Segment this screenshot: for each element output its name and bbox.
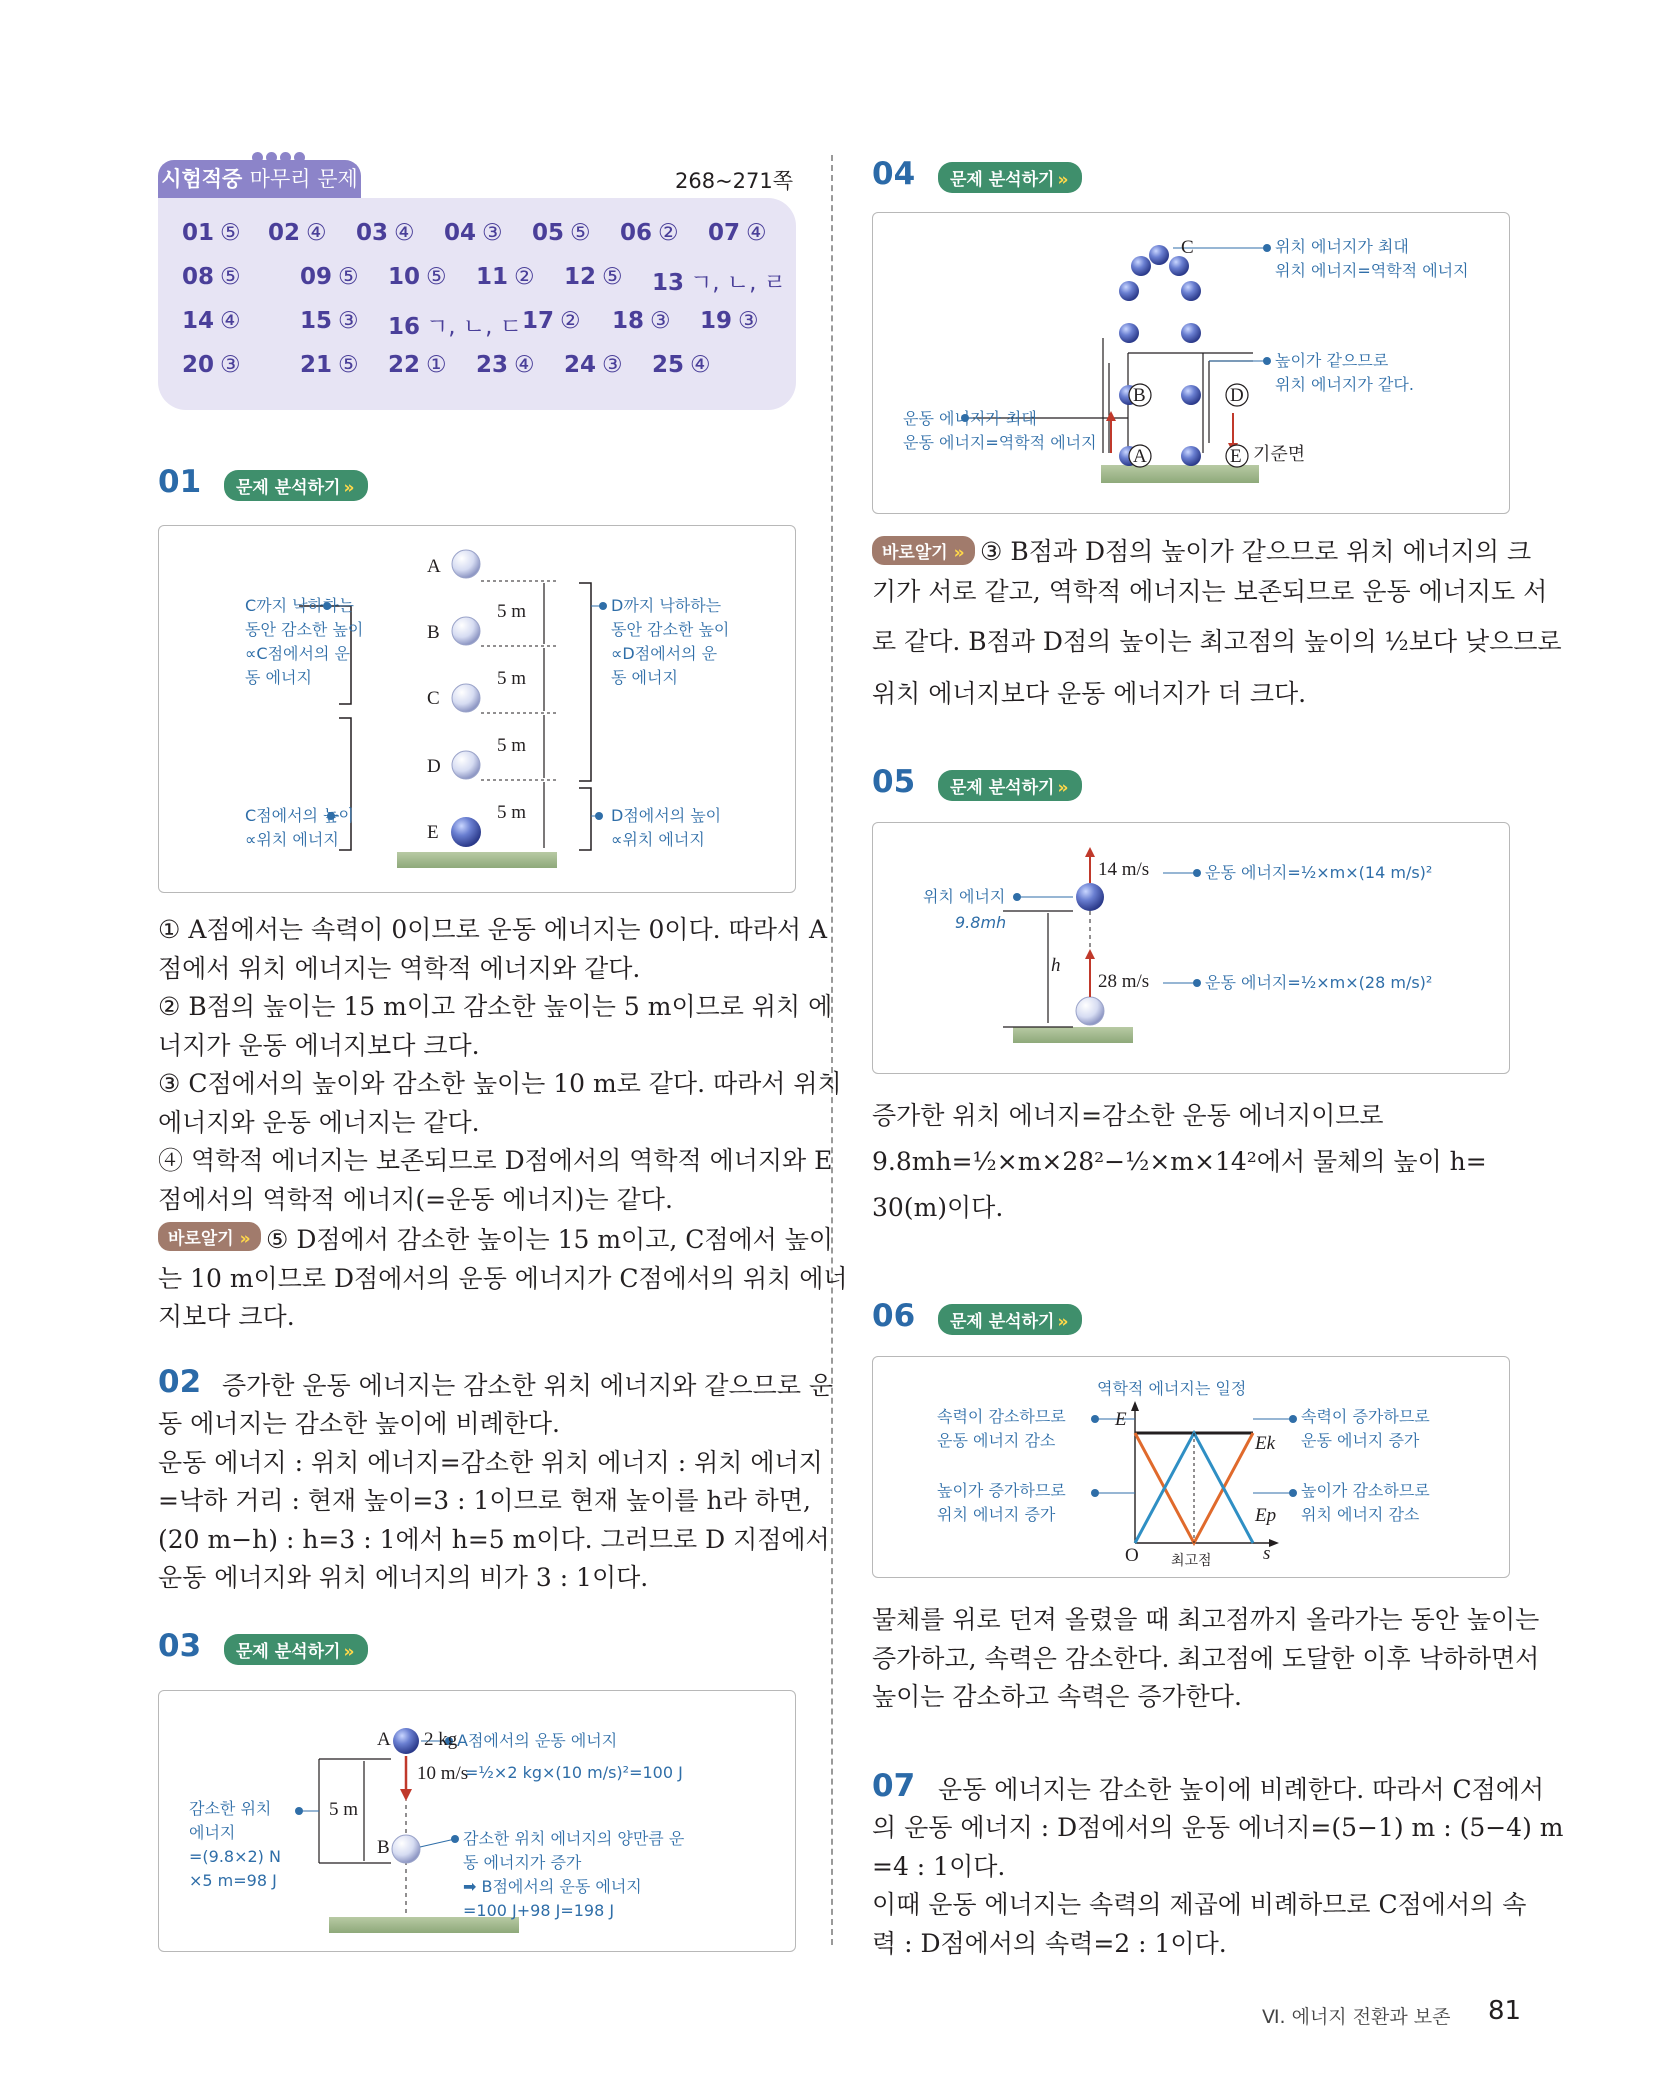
bd-note: 높이가 같으므로 위치 에너지가 같다.	[1275, 351, 1414, 394]
answer-item	[182, 352, 241, 378]
answer-number: 05	[532, 220, 565, 246]
answer-item	[182, 220, 241, 246]
answer-value: ㄱ, ㄴ, ㄹ	[690, 270, 786, 296]
answer-number: 12	[564, 264, 597, 290]
height-label: h	[1051, 955, 1061, 976]
section-tag	[158, 160, 361, 198]
section-06-line: 높이는 감소하고 속력은 증가한다.	[872, 1682, 1242, 1711]
answer-item	[708, 220, 767, 246]
section-05-line: 9.8mh=½×m×28²−½×m×14²에서 물체의 높이 h=	[872, 1147, 1487, 1176]
figure-01	[158, 525, 796, 893]
ke-bottom-label: 운동 에너지=½×m×(28 m/s)²	[1205, 973, 1433, 992]
section-07-line: 력 : D점에서의 속력=2 : 1이다.	[872, 1928, 1227, 1958]
section-04-baro-line: 로 같다. B점과 D점의 높이는 최고점의 높이의 ½보다 낮으므로	[872, 627, 1562, 656]
answer-item	[700, 308, 759, 334]
ground	[1013, 1027, 1133, 1043]
answer-item	[182, 264, 241, 290]
answer-number: 06	[620, 220, 653, 246]
section-01-line: ② B점의 높이는 15 m이고 감소한 높이는 5 m이므로 위치 에	[158, 992, 833, 1021]
peak-label: 최고점	[1171, 1553, 1212, 1569]
ball-e	[451, 817, 481, 847]
answer-item	[522, 308, 581, 334]
section-number-03: 03	[158, 1628, 202, 1664]
origin-label: O	[1125, 1545, 1139, 1566]
ball-a	[393, 1728, 419, 1754]
label-left-top: C까지 낙하하는 동안 감소한 높이 ∝C점에서의 운 동 에너지	[245, 596, 364, 687]
section-number-01: 01	[158, 464, 202, 500]
answer-item	[476, 264, 535, 290]
right-note-2: 높이가 감소하므로 위치 에너지 감소	[1301, 1481, 1430, 1524]
figure-04	[872, 212, 1510, 514]
point-b-label: B	[427, 622, 440, 643]
answer-item	[388, 308, 522, 341]
answer-item	[620, 220, 679, 246]
section-01-baro-line: ⑤ D점에서 감소한 높이는 15 m이고, C점에서 높이	[266, 1225, 834, 1254]
answer-value: ②	[560, 308, 581, 334]
answer-number: 10	[388, 264, 421, 290]
answer-item	[268, 220, 327, 246]
answer-number: 24	[564, 352, 597, 378]
section-02-line: 운동 에너지와 위치 에너지의 비가 3 : 1이다.	[158, 1563, 649, 1592]
section-01-baro-line: 지보다 크다.	[158, 1302, 295, 1331]
analysis-badge: 문제 분석하기 »	[938, 162, 1082, 193]
speed-bottom-label: 28 m/s	[1098, 971, 1150, 992]
answer-value: ⑤	[338, 352, 359, 378]
answer-value: ①	[426, 352, 447, 378]
dist-label: 5 m	[497, 601, 527, 622]
answer-value: ③	[338, 308, 359, 334]
ek-label: Ek	[1255, 1433, 1276, 1454]
point-b-label: B	[1133, 385, 1146, 406]
section-number-04: 04	[872, 156, 916, 192]
answer-value: ②	[658, 220, 679, 246]
answer-item	[476, 352, 535, 378]
ground	[397, 852, 557, 868]
answer-item	[388, 264, 447, 290]
answer-number: 18	[612, 308, 645, 334]
graph-title: 역학적 에너지는 일정	[1097, 1379, 1247, 1398]
ball-bottom	[1076, 997, 1104, 1025]
answer-number: 08	[182, 264, 215, 290]
answer-item	[300, 352, 359, 378]
speed-top-label: 14 m/s	[1098, 859, 1150, 880]
figure-06	[872, 1356, 1510, 1578]
ke-top-label: 운동 에너지=½×m×(14 m/s)²	[1205, 863, 1433, 882]
answer-value: ③	[650, 308, 671, 334]
answer-number: 22	[388, 352, 421, 378]
speed-label: 10 m/s	[417, 1763, 469, 1784]
section-07-line: 의 운동 에너지 : D점에서의 운동 에너지=(5−1) m : (5−4) m	[872, 1813, 1564, 1842]
section-01-baro-line: 는 10 m이므로 D점에서의 운동 에너지가 C점에서의 위치 에너	[158, 1263, 848, 1293]
a-note: 운동 에너지가 최대 운동 에너지=역학적 에너지	[903, 409, 1097, 452]
section-04-baro-line: ③ B점과 D점의 높이가 같으므로 위치 에너지의 크	[980, 537, 1532, 566]
section-number-02: 02	[158, 1364, 202, 1400]
answer-value: ⑤	[338, 264, 359, 290]
section-06-line: 증가하고, 속력은 감소한다. 최고점에 도달한 이후 낙하하면서	[872, 1643, 1540, 1673]
point-c-label: C	[427, 688, 440, 709]
answer-number: 11	[476, 264, 509, 290]
answer-item	[652, 352, 711, 378]
answer-value: ③	[738, 308, 759, 334]
answer-value: ⑤	[220, 220, 241, 246]
ball-d	[452, 751, 480, 779]
section-02-first-line: 증가한 운동 에너지는 감소한 위치 에너지와 같으므로 운	[222, 1371, 834, 1400]
analysis-badge: 문제 분석하기 »	[224, 470, 368, 501]
answer-number: 01	[182, 220, 215, 246]
answer-value: ㄱ, ㄴ, ㄷ	[426, 314, 522, 340]
section-01-line: ① A점에서는 속력이 0이므로 운동 에너지는 0이다. 따라서 A	[158, 915, 828, 944]
answer-value: ⑤	[220, 264, 241, 290]
page-range: 268~271쪽	[675, 169, 794, 193]
answer-value: ⑤	[570, 220, 591, 246]
section-tag-main: 시험적중	[161, 167, 243, 191]
answer-value: ④	[220, 308, 241, 334]
answer-value: ③	[482, 220, 503, 246]
analysis-badge: 문제 분석하기 »	[938, 1304, 1082, 1335]
right-note-1: 속력이 증가하므로 운동 에너지 증가	[1301, 1407, 1430, 1450]
ball-a	[452, 550, 480, 578]
section-number-06: 06	[872, 1298, 916, 1334]
point-e-label: E	[1230, 446, 1242, 467]
section-02-line: 동 에너지는 감소한 높이에 비례한다.	[158, 1409, 560, 1438]
point-d-label: D	[427, 756, 441, 777]
baro-tag: 바로알기 »	[872, 536, 975, 565]
answer-item	[652, 264, 786, 297]
answer-number: 23	[476, 352, 509, 378]
dist-label: 5 m	[497, 802, 527, 823]
answer-value: ④	[690, 352, 711, 378]
answer-value: ④	[514, 352, 535, 378]
section-05-line: 30(m)이다.	[872, 1193, 1004, 1222]
answer-number: 03	[356, 220, 389, 246]
ke-a-title: A점에서의 운동 에너지	[457, 1731, 618, 1750]
answer-key-box	[158, 198, 796, 410]
ep-label: Ep	[1255, 1505, 1277, 1526]
answer-item	[182, 308, 241, 334]
reference-plane-label: 기준면	[1253, 444, 1306, 465]
section-number-05: 05	[872, 764, 916, 800]
baro-tag: 바로알기 »	[158, 1222, 261, 1251]
answer-number: 04	[444, 220, 477, 246]
section-02-line: (20 m−h) : h=3 : 1에서 h=5 m이다. 그러므로 D 지점에서	[158, 1524, 830, 1554]
label-left-bottom: C점에서의 높이 ∝위치 에너지	[245, 806, 354, 849]
point-a-label: A	[427, 556, 441, 577]
point-e-label: E	[427, 822, 439, 843]
answer-item	[532, 220, 591, 246]
section-01-line: ④ 역학적 에너지는 보존되므로 D점에서의 역학적 에너지와 E	[158, 1146, 833, 1175]
section-04-baro-line: 위치 에너지보다 운동 에너지가 더 크다.	[872, 679, 1307, 708]
answer-number: 25	[652, 352, 685, 378]
point-b-label: B	[377, 1837, 390, 1858]
c-note: 위치 에너지가 최대 위치 에너지=역학적 에너지	[1275, 237, 1469, 280]
label-right-top: D까지 낙하하는 동안 감소한 높이 ∝D점에서의 운 동 에너지	[611, 596, 730, 687]
ke-a-value: =½×2 kg×(10 m/s)²=100 J	[465, 1763, 683, 1782]
dist-label: 5 m	[497, 735, 527, 756]
point-a-label: A	[377, 1729, 391, 1750]
answer-value: ③	[220, 352, 241, 378]
answer-number: 07	[708, 220, 741, 246]
mass-label: 2 kg	[424, 1729, 458, 1750]
point-c-label: C	[1181, 237, 1194, 258]
answer-item	[388, 352, 447, 378]
figure-03	[158, 1690, 796, 1952]
answer-number: 09	[300, 264, 333, 290]
answer-number: 19	[700, 308, 733, 334]
pe-decrease-label: 감소한 위치 에너지 =(9.8×2) N ×5 m=98 J	[189, 1799, 281, 1890]
section-number-07: 07	[872, 1768, 916, 1804]
section-01-line: ③ C점에서의 높이와 감소한 높이는 10 m로 같다. 따라서 위치	[158, 1069, 842, 1098]
section-07-line: 이때 운동 에너지는 속력의 제곱에 비례하므로 C점에서의 속	[872, 1890, 1527, 1919]
answer-number: 02	[268, 220, 301, 246]
answer-item	[356, 220, 415, 246]
ball-top	[1076, 883, 1104, 911]
section-07-line: =4 : 1이다.	[872, 1851, 1006, 1881]
footer-section-title: Ⅵ. 에너지 전환과 보존	[1262, 2006, 1451, 2028]
answer-item	[564, 264, 623, 290]
left-note-1: 속력이 감소하므로 운동 에너지 감소	[937, 1407, 1066, 1450]
section-02-line: 운동 에너지 : 위치 에너지=감소한 위치 에너지 : 위치 에너지	[158, 1447, 823, 1477]
answer-value: ④	[394, 220, 415, 246]
section-04-baro-line: 기가 서로 같고, 역학적 에너지는 보존되므로 운동 에너지도 서	[872, 577, 1548, 606]
axis-e-label: E	[1115, 1409, 1127, 1430]
answer-value: ③	[602, 352, 623, 378]
ball-b	[392, 1835, 420, 1863]
left-note-2: 높이가 증가하므로 위치 에너지 증가	[937, 1481, 1066, 1524]
analysis-badge: 문제 분석하기 »	[938, 770, 1082, 801]
section-06-line: 물체를 위로 던져 올렸을 때 최고점까지 올라가는 동안 높이는	[872, 1605, 1540, 1634]
pe-value: 9.8mh	[955, 913, 1007, 932]
dist-label: 5 m	[497, 668, 527, 689]
answer-number: 20	[182, 352, 215, 378]
section-01-line: 점에서 위치 에너지는 역학적 에너지와 같다.	[158, 953, 641, 983]
answer-item	[564, 352, 623, 378]
section-02-line: =낙하 거리 : 현재 높이=3 : 1이므로 현재 높이를 h라 하면,	[158, 1486, 811, 1515]
answer-item	[612, 308, 671, 334]
figure-05	[872, 822, 1510, 1074]
answer-number: 14	[182, 308, 215, 334]
answer-number: 16	[388, 314, 421, 340]
ball-path	[1119, 245, 1201, 466]
point-d-label: D	[1230, 385, 1244, 406]
ball-c	[452, 684, 480, 712]
answer-value: ②	[514, 264, 535, 290]
answer-item	[300, 264, 359, 290]
section-05-line: 증가한 위치 에너지=감소한 운동 에너지이므로	[872, 1101, 1384, 1130]
section-tag-sub: 마무리 문제	[249, 167, 358, 191]
section-07-first-line: 운동 에너지는 감소한 높이에 비례한다. 따라서 C점에서	[938, 1775, 1545, 1804]
height-label: 5 m	[329, 1799, 359, 1820]
axis-s-label: s	[1263, 1543, 1271, 1564]
answer-item	[300, 308, 359, 334]
ball-b	[452, 617, 480, 645]
section-01-line: 너지가 운동 에너지보다 크다.	[158, 1030, 480, 1060]
label-right-bottom: D점에서의 높이 ∝위치 에너지	[611, 806, 722, 849]
point-a-label: A	[1133, 446, 1147, 467]
answer-value: ⑤	[602, 264, 623, 290]
answer-value: ④	[746, 220, 767, 246]
answer-value: ⑤	[426, 264, 447, 290]
answer-number: 15	[300, 308, 333, 334]
page-number: 81	[1488, 1996, 1522, 2026]
answer-number: 21	[300, 352, 333, 378]
pe-label: 위치 에너지	[923, 887, 1006, 906]
answer-number: 17	[522, 308, 555, 334]
answer-item	[444, 220, 503, 246]
section-01-line: 에너지와 운동 에너지는 같다.	[158, 1107, 480, 1137]
analysis-badge: 문제 분석하기 »	[224, 1634, 368, 1665]
ke-increase-label: 감소한 위치 에너지의 양만큼 운 동 에너지가 증가 ➡ B점에서의 운동 에너지 =100 J+98 J=198 J	[463, 1829, 685, 1920]
answer-value: ④	[306, 220, 327, 246]
answer-number: 13	[652, 270, 685, 296]
column-divider	[831, 155, 833, 1945]
section-01-line: 점에서의 역학적 에너지(=운동 에너지)는 같다.	[158, 1184, 673, 1214]
